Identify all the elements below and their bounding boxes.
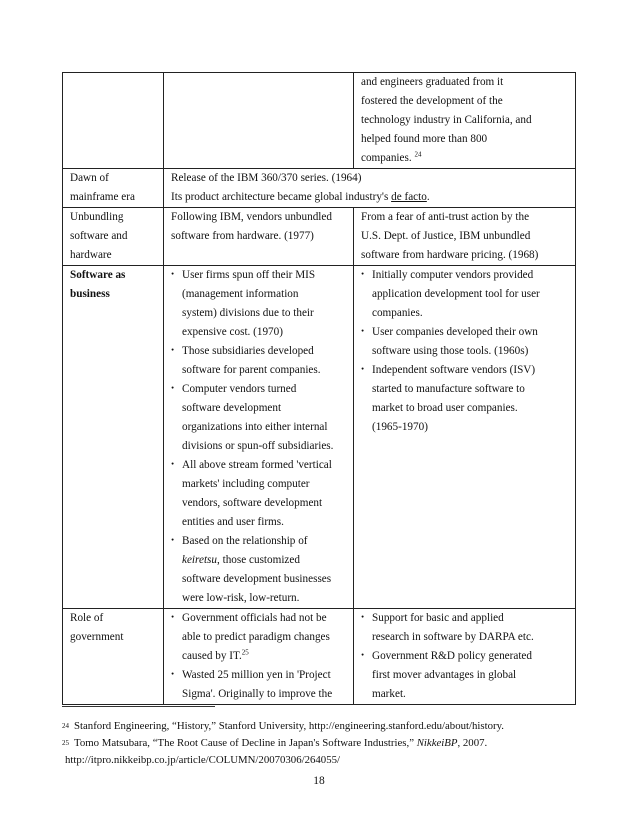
text-span: . — [426, 191, 430, 203]
text-line: Sigma'. Originally to improve the — [182, 688, 333, 700]
list-item — [361, 609, 572, 647]
footnote-ref-25: 25 — [241, 648, 249, 657]
text-line: ・ Based on the relationship of — [182, 535, 308, 547]
text-line: ・ Wasted 25 million yen in 'Project — [182, 669, 331, 681]
text-line: ・ All above stream formed 'vertical — [182, 459, 332, 471]
text-line: ・ Initially computer vendors provided — [372, 269, 534, 281]
text-line: market to broad user companies. — [372, 402, 518, 414]
table-row-unbundling — [63, 208, 576, 266]
keiretsu-term: keiretsu — [182, 554, 217, 566]
text-line: markets' including computer — [182, 478, 310, 490]
text-line: ・ Independent software vendors (ISV) — [372, 364, 536, 376]
cell-mainframe-text — [164, 169, 576, 208]
text-line — [171, 188, 572, 207]
row-label-mainframe — [63, 169, 164, 208]
text-line: From a fear of anti-trust action by the — [361, 211, 530, 223]
cell-software-business-col3 — [354, 266, 576, 609]
row-label-software-business — [63, 266, 164, 609]
footnote-25 — [62, 735, 602, 752]
text-line: ・ Government R&D policy generated — [372, 650, 532, 662]
text-line: research in software by DARPA etc. — [372, 631, 534, 643]
label-line: Unbundling — [70, 211, 124, 223]
list-item — [361, 647, 572, 704]
text-span: , those customized — [217, 554, 300, 566]
footnote-divider — [62, 706, 215, 707]
text-line: able to predict paradigm changes — [182, 631, 330, 643]
cell-unbundling-col3 — [354, 208, 576, 266]
text-span: Its product architecture became global industry's — [171, 191, 389, 203]
cell-continuation-text — [354, 73, 576, 169]
text-line: software from hardware. (1977) — [171, 230, 314, 242]
text-line: ・ User firms spun off their MIS — [182, 269, 316, 281]
cell-empty-col2 — [164, 73, 354, 169]
row-label-government — [63, 609, 164, 705]
text-line: software for parent companies. — [182, 364, 321, 376]
text-line: first mover advantages in global — [372, 669, 517, 681]
list-item — [171, 380, 350, 456]
footnote-text: Tomo Matsubara, “The Root Cause of Decline in Japan's Software Industries,” — [74, 737, 415, 749]
bullet-list — [361, 609, 572, 704]
text-line — [182, 551, 350, 570]
footnote-number: 24 — [62, 722, 69, 730]
text-line: software development — [182, 402, 282, 414]
label-line: software and — [70, 230, 128, 242]
bullet-list — [361, 266, 572, 437]
bullet-list — [171, 266, 350, 608]
list-item — [361, 266, 572, 323]
label-line: Role of — [70, 612, 104, 624]
footnotes — [62, 718, 602, 769]
list-item — [171, 266, 350, 342]
text-line: ・ User companies developed their own — [372, 326, 538, 338]
footnote-ref-24: 24 — [414, 150, 422, 159]
text-line: U.S. Dept. of Justice, IBM unbundled — [361, 230, 531, 242]
text-line: divisions or spun-off subsidiaries. — [182, 440, 334, 452]
text-line: vendors, software development — [182, 497, 323, 509]
text-line: helped found more than 800 — [361, 133, 488, 145]
cell-government-col2 — [164, 609, 354, 705]
page-number: 18 — [313, 775, 325, 787]
table-row-government — [63, 609, 576, 705]
footnote-25-url: http://itpro.nikkeibp.co.jp/article/COLUMN/20070306/264055/ — [65, 754, 340, 766]
footnote-number: 25 — [62, 739, 69, 747]
text-line: software using those tools. (1960s) — [372, 345, 529, 357]
row-label-unbundling — [63, 208, 164, 266]
list-item — [171, 666, 350, 704]
text-line: ・ Support for basic and applied — [372, 612, 504, 624]
text-span: caused by IT. — [182, 650, 242, 662]
cell-empty-label — [63, 73, 164, 169]
text-line: ・ Computer vendors turned — [182, 383, 297, 395]
de-facto-term: de facto — [391, 191, 427, 203]
text-line: Following IBM, vendors unbundled — [171, 211, 332, 223]
label-line: hardware — [70, 249, 112, 261]
text-line — [182, 647, 350, 666]
footnote-text: Stanford Engineering, “History,” Stanford University, http://engineering.stanford.edu/about/history. — [74, 720, 504, 732]
text-line: Release of the IBM 360/370 series. (1964) — [171, 172, 362, 184]
label-line: mainframe era — [70, 191, 135, 203]
label-line: Software as — [70, 269, 126, 281]
text-line: (1965-1970) — [372, 421, 428, 433]
text-line: were low-risk, low-return. — [182, 592, 300, 604]
table-row-continuation — [63, 73, 576, 169]
text-line: technology industry in California, and — [361, 114, 532, 126]
footnote-text: , 2007. — [457, 737, 488, 749]
list-item — [171, 609, 350, 666]
text-line: fostered the development of the — [361, 95, 503, 107]
text-line — [361, 149, 572, 168]
text-line: ・ Those subsidiaries developed — [182, 345, 314, 357]
list-item — [171, 456, 350, 532]
text-line: companies. — [372, 307, 423, 319]
text-line: software development businesses — [182, 573, 332, 585]
table-row-mainframe — [63, 169, 576, 208]
label-line: business — [70, 288, 110, 300]
text-line: entities and user firms. — [182, 516, 284, 528]
list-item — [361, 323, 572, 361]
footnote-24 — [62, 718, 602, 735]
text-span: companies. — [361, 152, 412, 164]
text-line: expensive cost. (1970) — [182, 326, 283, 338]
text-line: market. — [372, 688, 406, 700]
text-line: ・ Government officials had not be — [182, 612, 327, 624]
cell-government-col3 — [354, 609, 576, 705]
cell-unbundling-col2 — [164, 208, 354, 266]
label-line: Dawn of — [70, 172, 109, 184]
text-line: application development tool for user — [372, 288, 540, 300]
list-item — [361, 361, 572, 437]
table-row-software-business — [63, 266, 576, 609]
bullet-list — [171, 609, 350, 704]
list-item — [171, 342, 350, 380]
text-line: (management information — [182, 288, 299, 300]
text-line: started to manufacture software to — [372, 383, 525, 395]
text-line: software from hardware pricing. (1968) — [361, 249, 539, 261]
cell-software-business-col2 — [164, 266, 354, 609]
text-line: and engineers graduated from it — [361, 76, 504, 88]
comparison-table — [62, 72, 576, 705]
footnote-journal: NikkeiBP — [416, 737, 458, 749]
text-line: system) divisions due to their — [182, 307, 314, 319]
text-line: organizations into either internal — [182, 421, 328, 433]
label-line: government — [70, 631, 124, 643]
list-item — [171, 532, 350, 608]
